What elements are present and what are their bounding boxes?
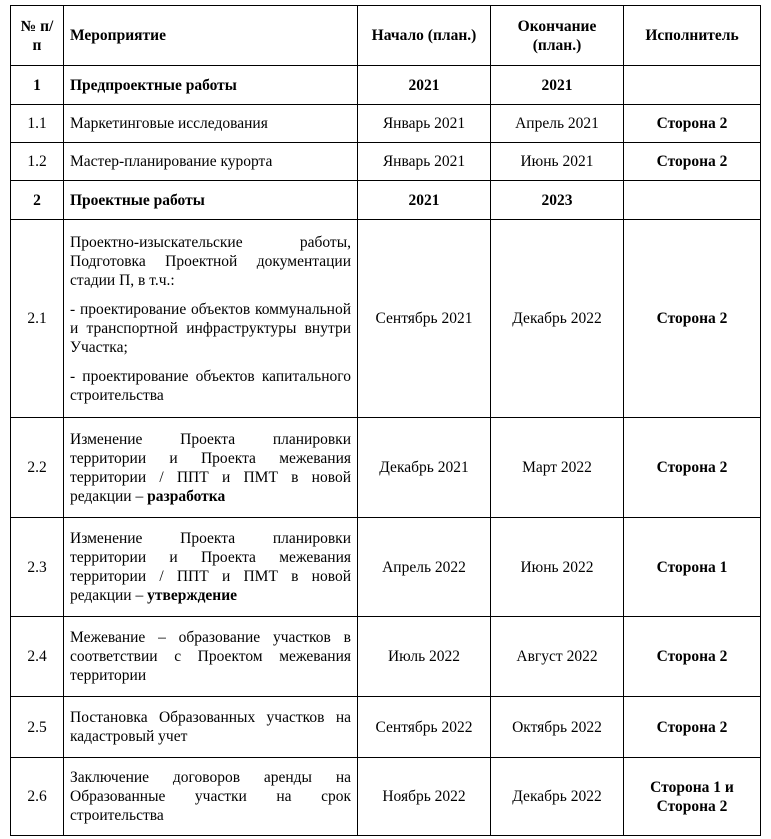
- row-end: Апрель 2021: [491, 105, 624, 143]
- row-end: Октябрь 2022: [491, 697, 624, 758]
- row-executor: Сторона 2: [624, 220, 761, 418]
- row-num: 2.3: [11, 518, 64, 617]
- table-row: [11, 143, 761, 181]
- row-event: Мастер-планирование курорта: [64, 143, 358, 181]
- table-row: [11, 418, 761, 518]
- row-event: Маркетинговые исследования: [64, 105, 358, 143]
- row-executor: Сторона 2: [624, 143, 761, 181]
- row-end: Август 2022: [491, 617, 624, 697]
- row-start: Сентябрь 2021: [358, 220, 491, 418]
- row-end: 2023: [491, 181, 624, 220]
- event-paragraph: Проектно-изыскательские работы, Подготовка Проектной документации стадии П, в т.ч.:: [70, 233, 351, 289]
- row-num: 1.2: [11, 143, 64, 181]
- header-end: Окончание (план.): [491, 6, 624, 66]
- row-event: Предпроектные работы: [64, 66, 358, 105]
- row-start: Январь 2021: [358, 105, 491, 143]
- row-start: Апрель 2022: [358, 518, 491, 617]
- row-num: 2.2: [11, 418, 64, 518]
- row-executor: Сторона 2: [624, 617, 761, 697]
- row-num: 1: [11, 66, 64, 105]
- row-event: Проектные работы: [64, 181, 358, 220]
- table-row: [11, 617, 761, 697]
- row-start: 2021: [358, 66, 491, 105]
- row-num: 1.1: [11, 105, 64, 143]
- header-executor: Исполнитель: [624, 6, 761, 66]
- table-row: [11, 758, 761, 836]
- row-executor: Сторона 2: [624, 418, 761, 518]
- table-row: [11, 105, 761, 143]
- row-end: Декабрь 2022: [491, 758, 624, 836]
- row-start: Ноябрь 2022: [358, 758, 491, 836]
- event-text: Изменение Проекта планировки территории и Проекта межевания территории / ППТ и ПМТ в новой редакции –: [70, 430, 351, 505]
- row-executor: Сторона 2: [624, 105, 761, 143]
- row-start: Сентябрь 2022: [358, 697, 491, 758]
- event-text: Изменение Проекта планировки территории и Проекта межевания территории / ППТ и ПМТ в новой редакции –: [70, 530, 351, 604]
- row-start: Июль 2022: [358, 617, 491, 697]
- row-executor: [624, 181, 761, 220]
- header-row: [11, 6, 761, 66]
- row-event: Межевание – образование участков в соответствии с Проектом межевания территории: [64, 617, 358, 697]
- row-start: Январь 2021: [358, 143, 491, 181]
- row-num: 2.4: [11, 617, 64, 697]
- row-end: Июнь 2022: [491, 518, 624, 617]
- row-num: 2: [11, 181, 64, 220]
- header-event: Мероприятие: [64, 6, 358, 66]
- schedule-table: [10, 5, 761, 836]
- event-text-bold: утверждение: [143, 587, 238, 604]
- table-row: [11, 220, 761, 418]
- row-start: 2021: [358, 181, 491, 220]
- row-start: Декабрь 2021: [358, 418, 491, 518]
- table-row: [11, 697, 761, 758]
- row-event: [64, 418, 358, 518]
- row-executor: [624, 66, 761, 105]
- row-num: 2.6: [11, 758, 64, 836]
- header-start: Начало (план.): [358, 6, 491, 66]
- event-paragraph: - проектирование объектов капитального строительства: [70, 367, 351, 404]
- event-text-bold: разработка: [143, 487, 226, 505]
- table-row: [11, 181, 761, 220]
- row-executor: Сторона 2: [624, 697, 761, 758]
- row-event: [64, 220, 358, 418]
- row-end: Июнь 2021: [491, 143, 624, 181]
- header-num: № п/п: [11, 6, 64, 66]
- row-end: Март 2022: [491, 418, 624, 518]
- row-event: [64, 518, 358, 617]
- row-num: 2.1: [11, 220, 64, 418]
- row-end: 2021: [491, 66, 624, 105]
- row-executor: Сторона 1: [624, 518, 761, 617]
- row-event: Постановка Образованных участков на кадастровый учет: [64, 697, 358, 758]
- row-event: Заключение договоров аренды на Образованные участки на срок строительства: [64, 758, 358, 836]
- row-executor: Сторона 1 и Сторона 2: [624, 758, 761, 836]
- row-num: 2.5: [11, 697, 64, 758]
- event-paragraph: - проектирование объектов коммунальной и транспортной инфраструктуры внутри Участка;: [70, 300, 351, 356]
- table-row: [11, 66, 761, 105]
- row-end: Декабрь 2022: [491, 220, 624, 418]
- table-row: [11, 518, 761, 617]
